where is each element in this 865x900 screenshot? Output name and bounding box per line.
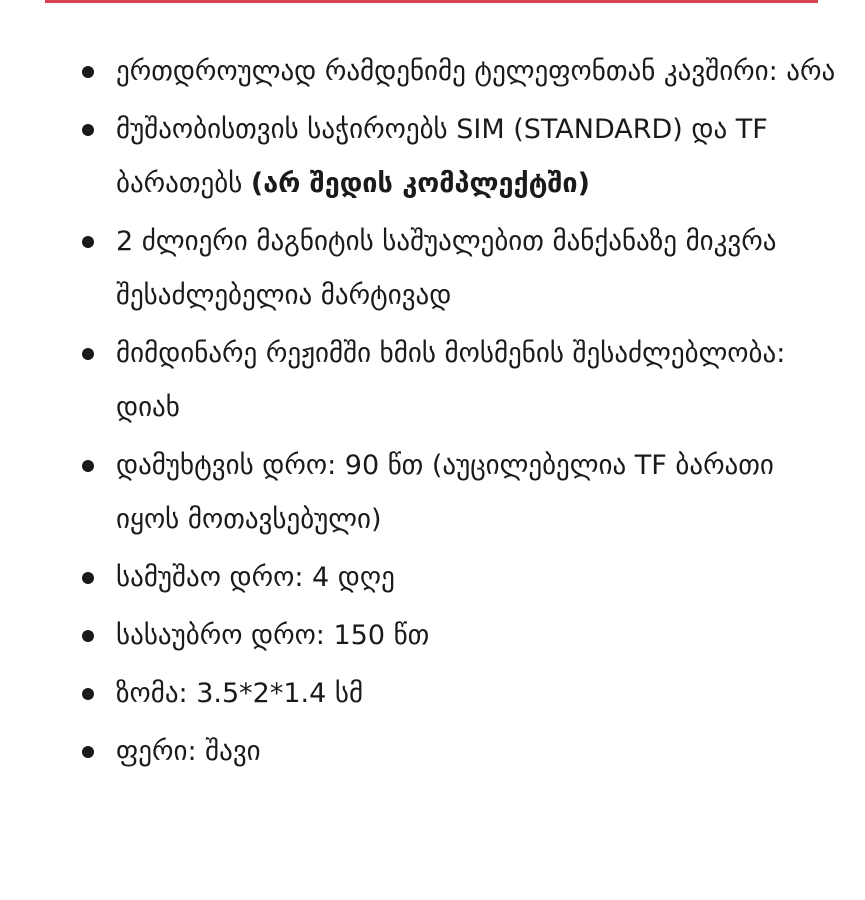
spec-text: სასაუბრო დრო: 150 წთ: [116, 620, 430, 651]
spec-text: სამუშაო დრო: 4 დღე: [116, 562, 395, 593]
bullet-icon: [82, 746, 94, 758]
spec-item-size: [78, 667, 838, 721]
top-accent-rule: [45, 0, 818, 3]
spec-item-charge-time: [78, 439, 838, 547]
bullet-icon: [82, 348, 94, 360]
spec-item-color: [78, 725, 838, 779]
bullet-icon: [82, 460, 94, 472]
spec-text: მიმდინარე რეჟიმში ხმის მოსმენის შესაძლებლობა: დიახ: [116, 338, 786, 423]
bullet-icon: [82, 66, 94, 78]
spec-text: ზომა: 3.5*2*1.4 სმ: [116, 678, 364, 709]
bullet-icon: [82, 688, 94, 700]
spec-text: დამუხტვის დრო: 90 წთ (აუცილებელია TF ბარათი იყოს მოთავსებული): [116, 450, 774, 535]
bullet-icon: [82, 124, 94, 136]
spec-item-sim-card: [78, 103, 838, 211]
spec-item-live-listening: [78, 327, 838, 435]
spec-item-multi-connection: [78, 45, 838, 99]
bullet-icon: [82, 572, 94, 584]
spec-text: 2 ძლიერი მაგნიტის საშუალებით მანქანაზე მიკვრა შესაძლებელია მარტივად: [116, 226, 777, 311]
spec-text: მუშაობისთვის საჭიროებს SIM (STANDARD) და TF ბარათებს: [116, 114, 768, 199]
bullet-icon: [82, 630, 94, 642]
spec-text: ერთდროულად რამდენიმე ტელეფონთან კავშირი: არა: [116, 56, 836, 87]
bullet-icon: [82, 236, 94, 248]
spec-text: ფერი: შავი: [116, 736, 261, 767]
spec-item-talk-time: [78, 609, 838, 663]
spec-item-work-time: [78, 551, 838, 605]
spec-list: [78, 45, 838, 783]
spec-strong-note: (არ შედის კომპლექტში): [250, 168, 590, 199]
spec-item-magnets: [78, 215, 838, 323]
